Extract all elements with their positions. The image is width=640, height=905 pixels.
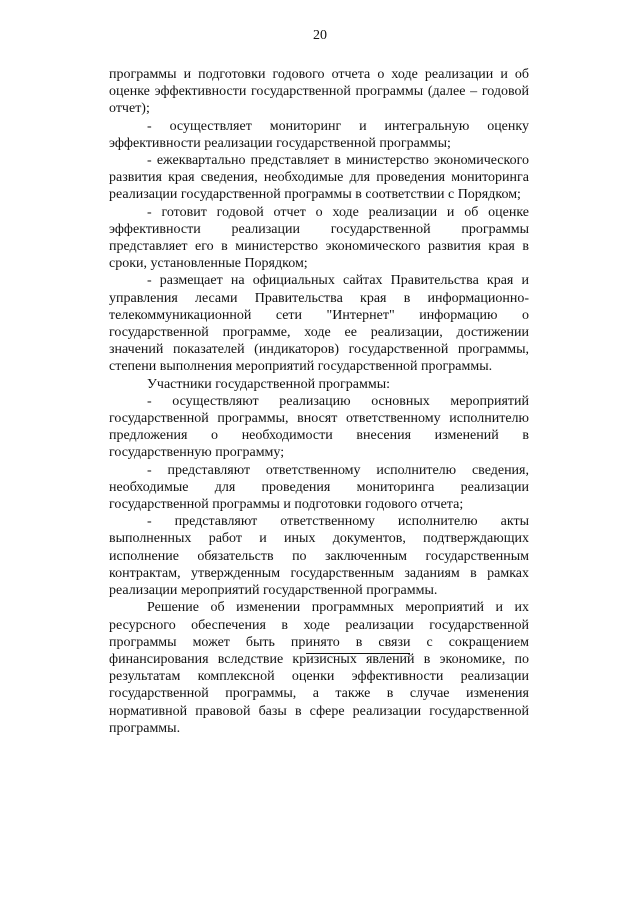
- paragraph-publication: - размещает на официальных сайтах Правительства края и управления лесами Правительства края в информационно-телекоммуникационной сети "Интернет" информацию о государственной программе, ходе ее реализации, достижении значений показателей (индикаторов) государственной программы, степени выполнения мероприятий государственной программы.: [109, 273, 529, 375]
- paragraph-participants-heading: Участники государственной программы:: [147, 376, 391, 392]
- paragraph-implementation: - осуществляют реализацию основных мероприятий государственной программы, вносят ответственному исполнителю предложения о необходимости внесения изменений в государственную программу;: [109, 393, 529, 461]
- end-divider: [306, 653, 410, 654]
- document-body: [109, 66, 529, 737]
- paragraph-decision: Решение об изменении программных мероприятий и их ресурсного обеспечения в ходе реализации государственной программы может быть принято в связи с сокращением финансирования вследствие кризисных явлений в экономике, по результатам комплексной оценки эффективности реализации государственной программы, а также в случае изменения нормативной правовой базы в сфере реализации государственной программы.: [109, 600, 529, 736]
- paragraph-annual-report: - готовит годовой отчет о ходе реализации и об оценке эффективности реализации государственной программы представляет его в министерство экономического развития края в сроки, установленные Порядком;: [109, 204, 529, 272]
- paragraph-monitoring: - осуществляет мониторинг и интегральную оценку эффективности реализации государственной программы;: [109, 118, 529, 151]
- page-number: 20: [313, 28, 327, 43]
- paragraph-continuation: программы и подготовки годового отчета о ходе реализации и об оценке эффективности государственной программы (далее – годовой отчет);: [109, 67, 529, 117]
- paragraph-acts: - представляют ответственному исполнителю акты выполненных работ и иных документов, подтверждающих исполнение обязательств по заключенным государственным контрактам, утвержденным государственным заданиям в рамках реализации мероприятий государственной программы.: [109, 514, 529, 599]
- paragraph-quarterly-report: - ежеквартально представляет в министерство экономического развития края сведения, необходимые для проведения мониторинга реализации государственной программы в соответствии с Порядком;: [109, 153, 529, 203]
- paragraph-information: - представляют ответственному исполнителю сведения, необходимые для проведения мониторинга реализации государственной программы и подготовки годового отчета;: [109, 462, 529, 513]
